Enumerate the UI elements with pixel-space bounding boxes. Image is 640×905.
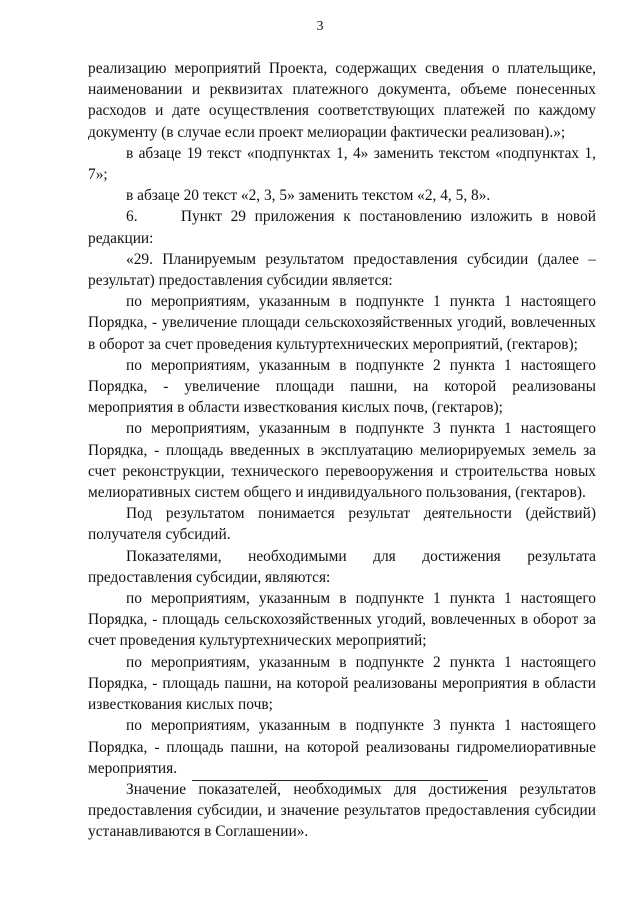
paragraph-item-6: 6. Пункт 29 приложения к постановлению изложить в новой редакции: (88, 208, 596, 247)
paragraph-result-definition: Под результатом понимается результат деятельности (действий) получателя субсидий. (88, 505, 596, 544)
paragraph-result-2: по мероприятиям, указанным в подпункте 2 пункта 1 настоящего Порядка, - увеличение площади пашни, на которой реализованы мероприятия в области известкования кислых почв, (гектаров); (88, 356, 596, 417)
paragraph-amendment-20: в абзаце 20 текст «2, 3, 5» заменить текстом «2, 4, 5, 8». (126, 187, 491, 205)
paragraph-indicator-1: по мероприятиям, указанным в подпункте 1 пункта 1 настоящего Порядка, - площадь сельскохозяйственных угодий, вовлеченных в оборот за счет проведения культуртехнических мероприятий; (88, 590, 596, 650)
paragraph-result-1: по мероприятиям, указанным в подпункте 1 пункта 1 настоящего Порядка, - увеличение площади сельскохозяйственных угодий, вовлеченных в оборот за счет проведения культуртехнических мероприятий, (гектаров); (88, 293, 596, 353)
paragraph-amendment-19: в абзаце 19 текст «подпунктах 1, 4» заменить текстом «подпунктах 1, 7»; (88, 144, 596, 184)
paragraph-indicator-3: по мероприятиям, указанным в подпункте 3 пункта 1 настоящего Порядка, - площадь пашни, на которой реализованы гидромелиоративные мероприятия. (88, 717, 596, 777)
page-number: 3 (316, 19, 324, 34)
paragraph-indicator-2: по мероприятиям, указанным в подпункте 2 пункта 1 настоящего Порядка, - площадь пашни, на которой реализованы мероприятия в области известкования кислых почв; (88, 653, 596, 714)
paragraph-result-3: по мероприятиям, указанным в подпункте 3 пункта 1 настоящего Порядка, - площадь введенных в эксплуатацию мелиорируемых земель за счет реконструкции, технического перевооружения и строительства новых мелиоративных систем общего и индивидуального пользования, (гектаров). (88, 420, 596, 502)
end-divider-line (192, 780, 488, 781)
paragraph-values: Значение показателей, необходимых для достижения результатов предоставления субсидии, и значение результатов предоставления субсидии устанавливаются в Соглашении». (88, 780, 596, 841)
paragraph-item-29: «29. Планируемым результатом предоставления субсидии (далее – результат) предоставления субсидии является: (88, 250, 596, 290)
paragraph-continuation: реализацию мероприятий Проекта, содержащих сведения о плательщике, наименовании и реквизитах платежного документа, объеме понесенных расходов и дате осуществления соответствующих платежей по каждому документу (в случае если проект мелиорации фактически реализован).»; (88, 60, 596, 141)
paragraph-indicators-intro: Показателями, необходимыми для достижения результата предоставления субсидии, являются: (88, 547, 596, 586)
document-body (88, 58, 596, 843)
